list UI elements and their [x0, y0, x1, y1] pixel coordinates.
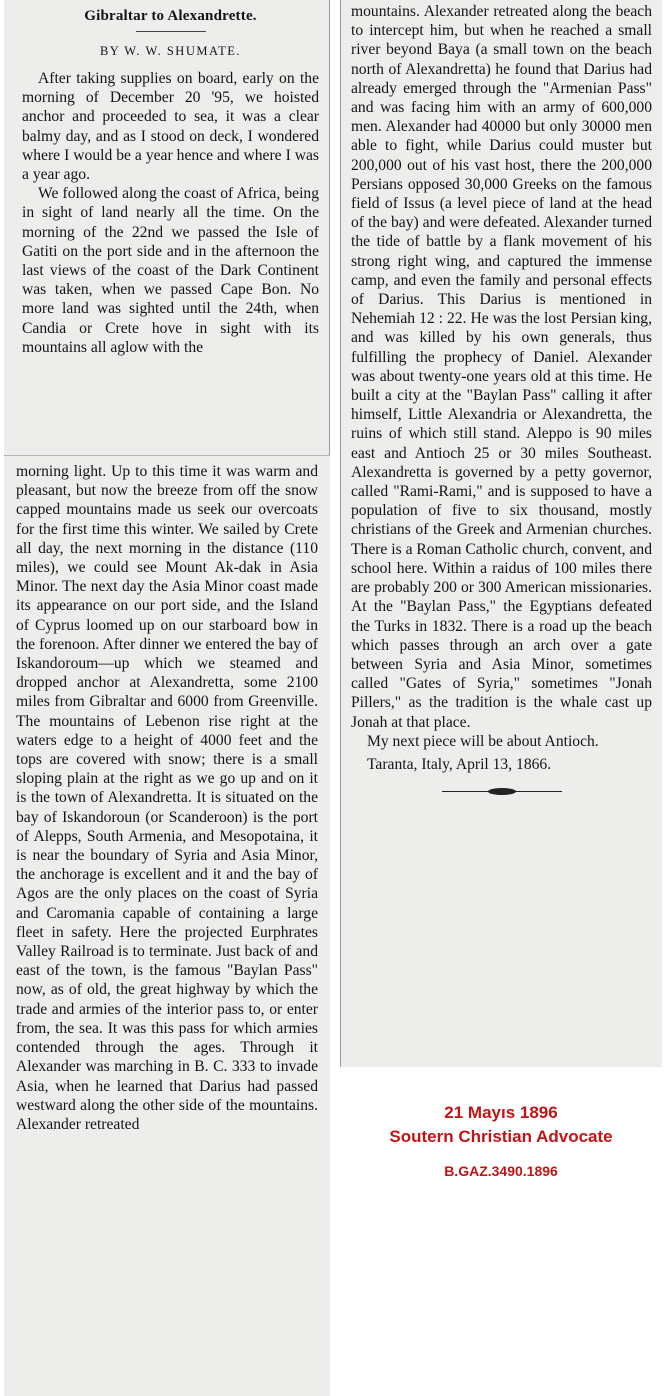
title-rule [136, 31, 206, 32]
end-ornament [442, 788, 562, 795]
paragraph: morning light. Up to this time it was warm and pleasant, but now the breeze from off the snow capped mountains made us seek our overcoats for the first time this winter. We sailed by Crete all day, the next morning in the distance (110 miles), we could see Mount Ak-dak in Asia Minor. The next day the Asia Minor coast made its appearance on our port side, and the Island of Cyprus loomed up on our starboard bow in the forenoon. After dinner we entered the bay of Iskandoroum—up which we steamed and dropped anchor at Alexandretta, some 2100 miles from Gibraltar and 6000 from Greenville. The mountains of Lebenon rise right at the waters edge to a height of 4000 feet and the tops are covered with snow; there is a small sloping plain at the right as we go up and on it is the town of Alexandretta. It is situated on the bay of Iskandoroun (or Scanderoon) is the port of Alepps, South Armenia, and Mesopotaina, it is near the boundary of Syria and Asia Minor, the anchorage is excellent and it and the bay of Agos are the only places on the coast of Syria and Caromania capable of containing a large fleet in safety. Here the projected Eurphrates Valley Railroad is to terminate. Just back of and east of the town, is the famous "Baylan Pass" now, as of old, the great highway by which the trade and armies of the interior pass to, or enter from, the sea. It was this pass for which armies contended through the ages. Through it Alexander was marching in B. C. 333 to invade Asia, when he learned that Darius had passed westward along the other side of the mountains. Alexander retreated [16, 463, 318, 1133]
article-title: Gibraltar to Alexandrette. [84, 8, 257, 24]
article-signoff: Taranta, Italy, April 13, 1866. [367, 755, 552, 773]
caption-date: 21 Mayıs 1896 [444, 1103, 558, 1122]
paragraph: After taking supplies on board, early on the morning of December 20 '95, we hoisted anchor and proceeded to sea, it was a clear balmy day, and as I stood on deck, I wondered where I would be a year hence and where I was a year ago. [22, 70, 319, 184]
article-column-3 [340, 0, 662, 1067]
article-column-1 [4, 0, 330, 455]
article-column-2 [4, 455, 330, 1396]
paragraph: My next piece will be about Antioch. [367, 732, 599, 750]
paragraph: We followed along the coast of Africa, being in sight of land nearly all the time. On the morning of the 22nd we passed the Isle of Gatiti on the port side and in the afternoon the last views of the coast of the Dark Continent was taken, when we passed Cape Bon. No more land was sighted until the 24th, when Candia or Crete hove in sight with its mountains all aglow with the [22, 185, 319, 356]
article-byline: BY W. W. SHUMATE. [99, 44, 242, 58]
caption-publication: Soutern Christian Advocate [389, 1127, 613, 1146]
caption-reference: B.GAZ.3490.1896 [444, 1163, 558, 1179]
paragraph: mountains. Alexander retreated along the beach to intercept him, but when he reached a small river beyond Baya (a small town on the beach north of Alexandretta) he found that Darius had already emerged through the "Armenian Pass" and was facing him with an army of 600,000 men. Alexander had 40000 but only 30000 men able to fight, while Darius could muster but 200,000 out of his vast host, there the 200,000 Persians opposed 30,000 Greeks on the famous field of Issus (a level piece of land at the head of the bay) and were defeated. Alexander turned the tide of battle by a flank movement of his strong right wing, and captured the immense camp, and even the family and personal effects of Darius. This Darius is mentioned in Nehemiah 12 : 22. He was the lost Persian king, and was killed by his own generals, thus fulfilling the prophecy of Daniel. Alexander was about twenty-one years old at this time. He built a city at the "Baylan Pass" calling it after himself, Little Alexandria or Alexandretta, the ruins of which still stand. Aleppo is 90 miles east and Antioch 25 or 30 miles Southeast. Alexandretta is governed by a petty governor, called "Rami-Rami," and is supposed to have a population of five to six thousand, mostly christians of the Greek and Armenian churches. There is a Roman Catholic church, convent, and school here. Within a raidus of 100 miles there are probably 200 or 300 American missionaries. At the "Baylan Pass," the Egyptians defeated the Turks in 1832. There is a road up the beach which passes through an arch over a gate between Syria and Asia Minor, sometimes called "Gates of Syria," sometimes "Jonah Pillers," as the tradition is the whale cast up Jonah at that place. [351, 3, 652, 731]
